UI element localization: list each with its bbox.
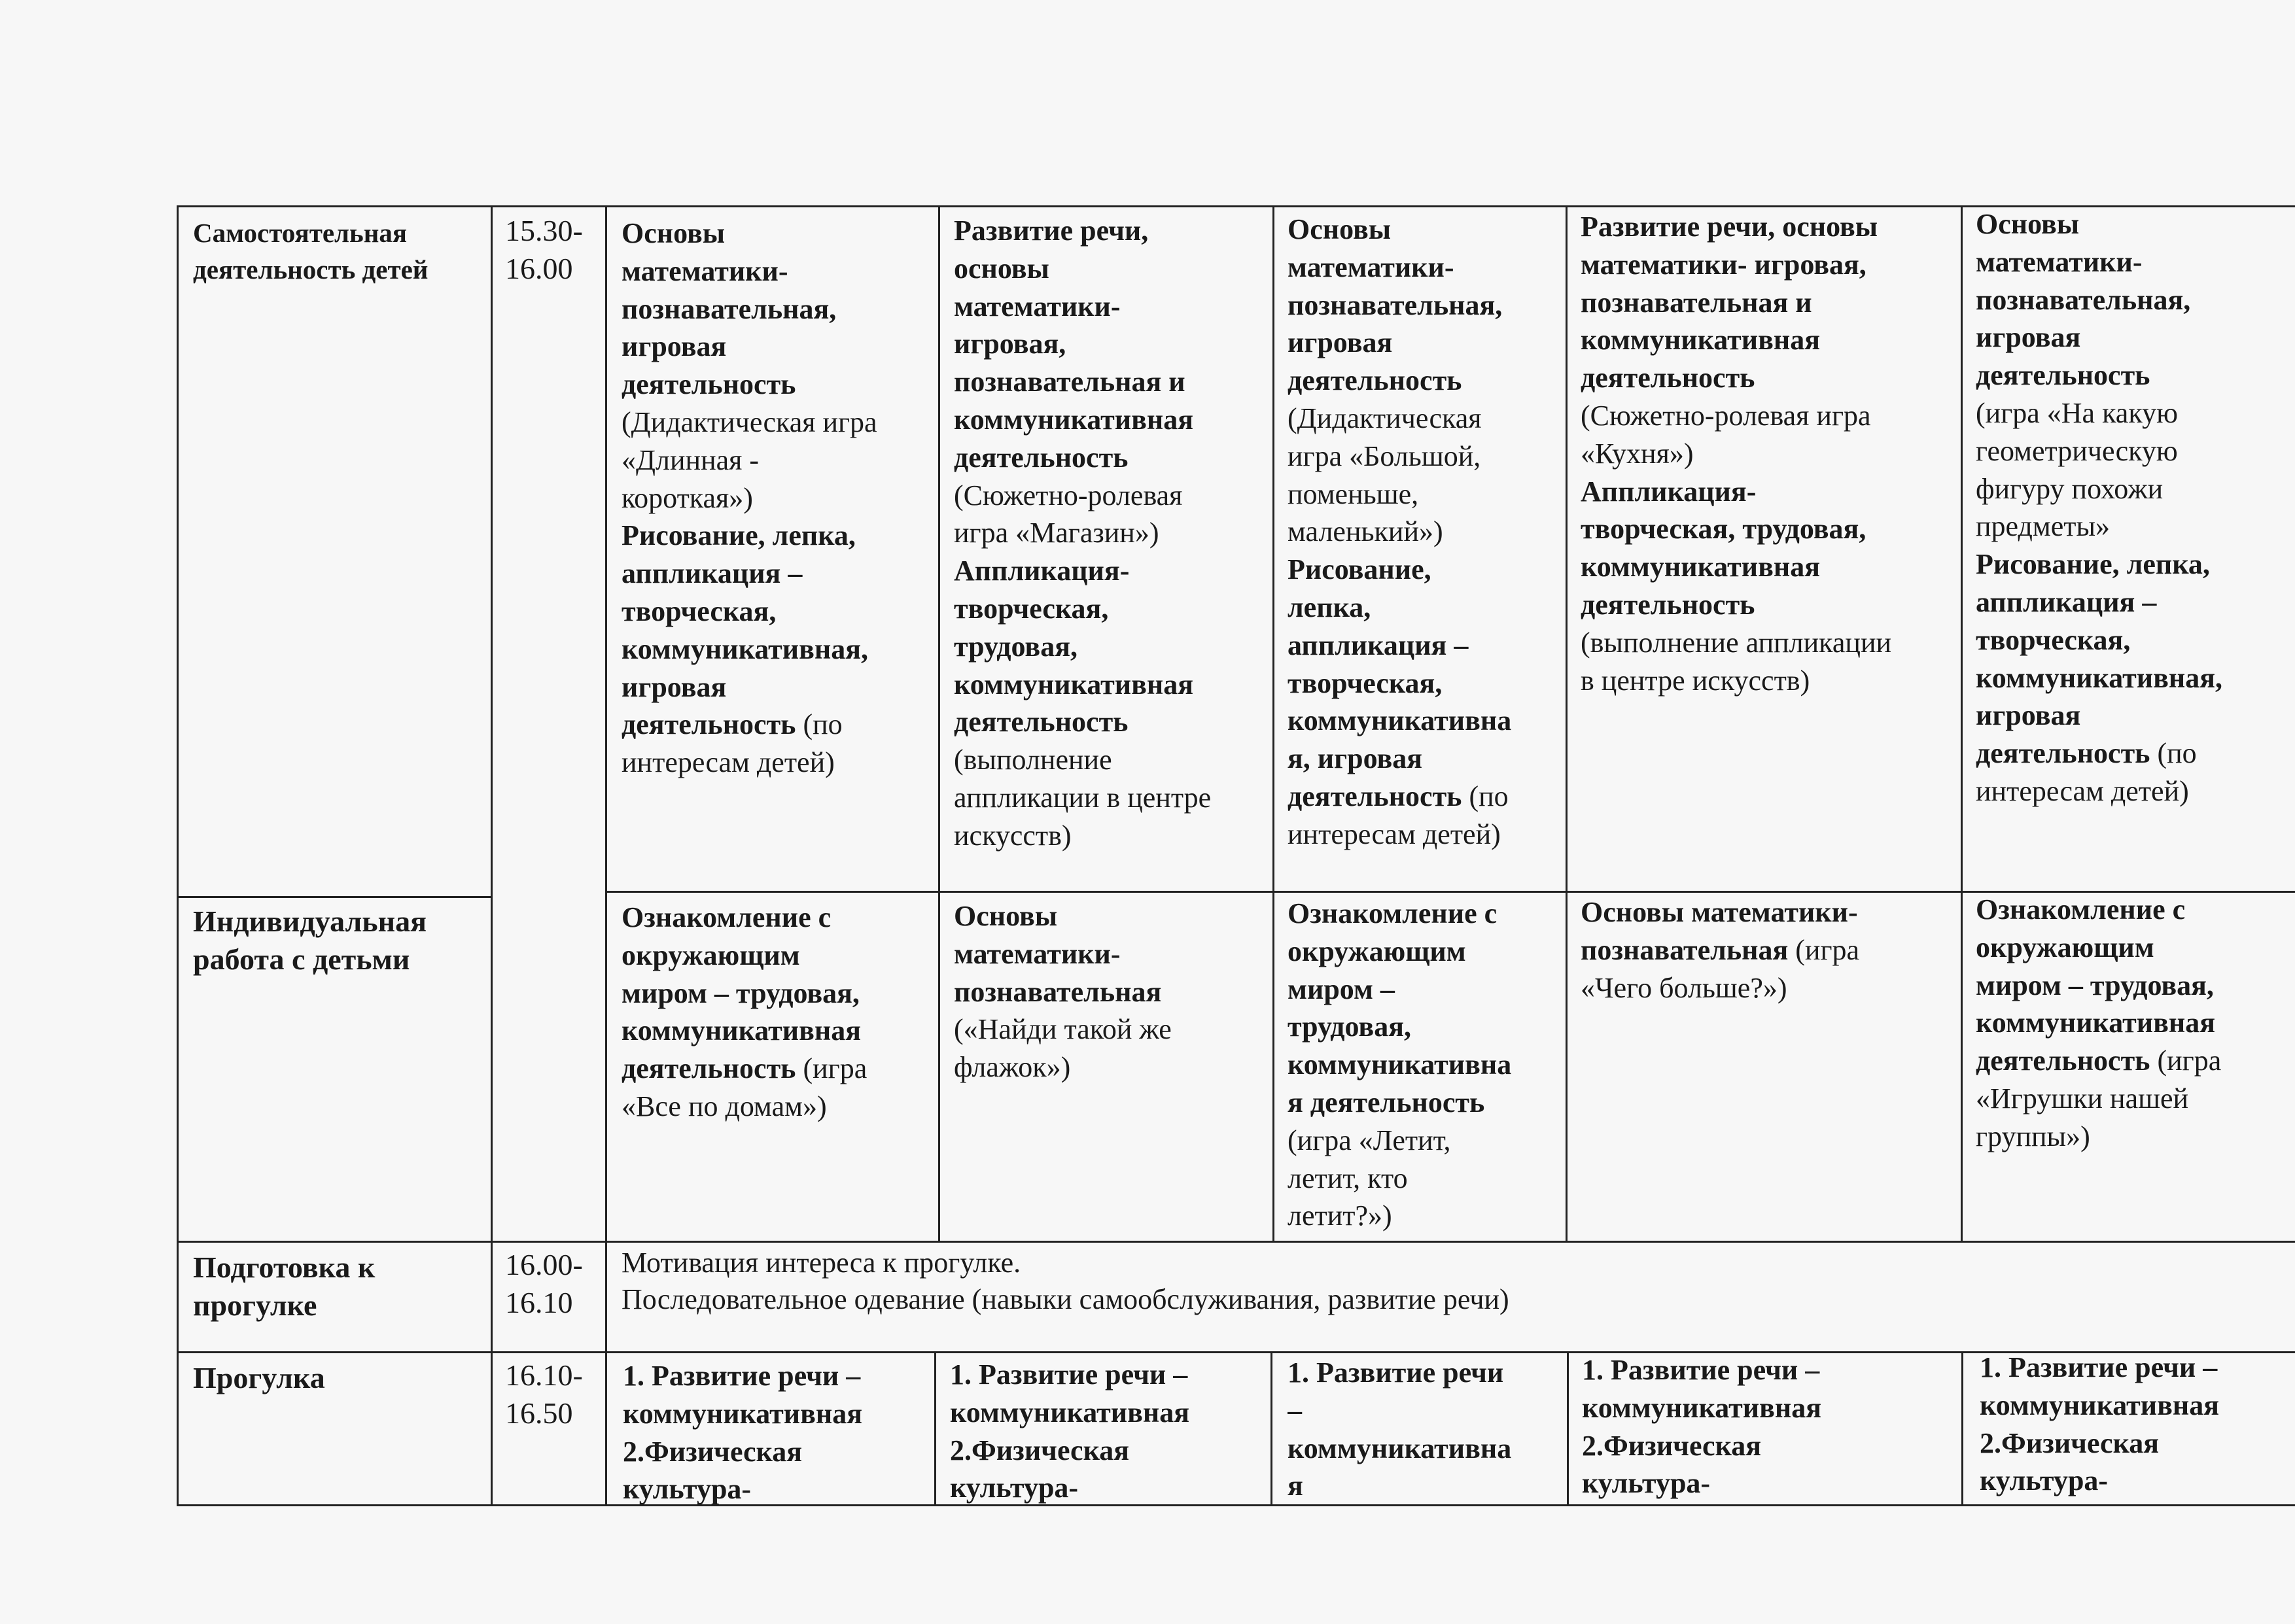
activity-text: аппликации в центре: [954, 781, 1212, 814]
activity-line: [622, 1050, 937, 1088]
activity-line: [954, 477, 1272, 515]
activity-text: математики- игровая,: [1581, 248, 1866, 281]
activity-line: [1581, 969, 1960, 1007]
activity-line: [1976, 508, 2295, 545]
progulka-line: 2.Физическая: [1582, 1429, 1762, 1462]
col-divider-day2-day3-top: [1272, 205, 1274, 1241]
day4-samost-cell: [1581, 208, 1960, 699]
activity-text: творческая,: [1288, 666, 1443, 699]
activity-line: [954, 628, 1272, 666]
activity-line: [622, 1012, 937, 1050]
activity-text: Аппликация-: [1581, 475, 1757, 508]
activity-line: [622, 555, 937, 593]
activity-line: [622, 899, 937, 937]
activity-line: [1288, 778, 1566, 816]
activity-text: (игра «Летит,: [1288, 1124, 1451, 1156]
activity-text: Ознакомление с: [1976, 893, 2186, 925]
activity-line: [1976, 891, 2295, 929]
activity-line: [1976, 470, 2295, 508]
activity-text: лепка,: [1288, 591, 1371, 623]
activity-text: я деятельность: [1288, 1086, 1485, 1118]
row-divider-samost-indiv: [177, 896, 491, 898]
day2-indiv-cell: [954, 897, 1272, 1086]
activity-text: коммуникативная: [954, 403, 1194, 436]
activity-text: Рисование, лепка,: [1976, 548, 2210, 581]
day3-samost-cell: [1288, 211, 1566, 854]
activity-text: игровая: [1288, 326, 1393, 359]
activity-line: [1976, 697, 2295, 734]
activity-text: математики-: [954, 937, 1121, 970]
activity-text: коммуникативная: [1581, 551, 1821, 583]
col-divider-day2-day3-bottom: [1270, 1351, 1272, 1506]
activity-line: [954, 590, 1272, 628]
progulka-line: коммуникативная: [623, 1397, 863, 1430]
activity-line: [622, 441, 937, 479]
progulka-line: культура-: [1980, 1464, 2109, 1497]
activity-text: летит?»): [1288, 1200, 1392, 1232]
time-line: 16.10: [505, 1286, 573, 1319]
activity-line: [1288, 1160, 1566, 1198]
activity-text: познавательная,: [1288, 288, 1503, 321]
activity-line: [1976, 432, 2295, 470]
row-label-line: Самостоятельная: [193, 218, 408, 248]
activity-line: [954, 288, 1272, 326]
activity-text: Аппликация-: [954, 555, 1130, 587]
activity-line: [1581, 359, 1960, 397]
progulka-line: коммуникативная: [1980, 1389, 2220, 1421]
activity-line: [954, 1011, 1272, 1048]
row-label-line: работа с детьми: [193, 942, 410, 976]
activity-text: математики-: [1288, 251, 1454, 283]
row-label-line: деятельность детей: [193, 254, 429, 285]
activity-line: [1976, 545, 2295, 583]
col-divider-day1-day2-top: [938, 205, 940, 1241]
activity-line: [1976, 967, 2295, 1005]
activity-text: игровая: [1976, 699, 2081, 732]
activity-text: коммуникативная: [1976, 1007, 2216, 1039]
activity-text: математики-: [622, 254, 788, 287]
activity-text: маленький»): [1288, 515, 1443, 548]
row-divider-podg-progulka: [177, 1351, 2295, 1353]
activity-line: [1288, 1046, 1566, 1084]
day1-indiv-cell: [622, 899, 937, 1126]
day3-progulka-cell: [1288, 1354, 1566, 1504]
activity-text: деятельность: [954, 441, 1129, 474]
activity-text: поменьше,: [1288, 477, 1419, 510]
activity-text: миром – трудовая,: [1976, 969, 2214, 1001]
activity-line: [1976, 205, 2295, 243]
activity-line: [1288, 362, 1566, 400]
activity-line: [1288, 702, 1566, 740]
row-label-podgotovka: [193, 1249, 487, 1324]
col-divider-day4-day5-top: [1961, 205, 1963, 1241]
activity-line: [1976, 1042, 2295, 1080]
activity-text: аппликация –: [1288, 629, 1469, 661]
activity-line: [1288, 816, 1566, 854]
activity-text: флажок»): [954, 1051, 1071, 1084]
activity-text: короткая»): [622, 481, 753, 514]
row-label-line: Индивидуальная: [193, 905, 427, 938]
activity-text: (выполнение: [954, 744, 1112, 776]
activity-text: математики-: [1976, 245, 2143, 278]
activity-line: [1976, 659, 2295, 697]
activity-text: «Длинная -: [622, 443, 760, 476]
activity-text: познавательная,: [622, 292, 837, 325]
activity-line: [1288, 933, 1566, 971]
activity-line: [1976, 1004, 2295, 1042]
activity-text: аппликация –: [1976, 585, 2157, 618]
day1-samost-cell: [622, 215, 937, 782]
activity-text: коммуникативная: [1581, 324, 1821, 356]
activity-text: окружающим: [1288, 935, 1466, 967]
activity-text: группы»): [1976, 1120, 2090, 1152]
activity-line: [1288, 324, 1566, 362]
activity-line: [1288, 589, 1566, 627]
activity-line: [1288, 1122, 1566, 1160]
activity-line: [622, 975, 937, 1012]
activity-text: Ознакомление с: [1288, 897, 1498, 929]
activity-line: [622, 404, 937, 441]
activity-line: [954, 250, 1272, 288]
activity-text: коммуникативная,: [622, 632, 869, 665]
activity-line: [622, 290, 937, 328]
activity-line: [1581, 586, 1960, 624]
activity-line: [1976, 583, 2295, 621]
podgotovka-content: [622, 1245, 2290, 1318]
activity-text: «Чего больше?»): [1581, 971, 1787, 1004]
activity-line: [1288, 895, 1566, 933]
row-label-samostoyatelnaya: [193, 215, 487, 288]
activity-text: деятельность: [1288, 364, 1462, 397]
day4-indiv-cell: [1581, 893, 1960, 1007]
time-line: 15.30-: [505, 214, 583, 247]
activity-text: деятельность: [622, 708, 796, 741]
progulka-line: 1. Развитие речи –: [623, 1360, 861, 1392]
activity-line: [622, 328, 937, 366]
activity-line: [622, 631, 937, 668]
activity-line: [1288, 1084, 1566, 1122]
activity-text: в центре искусств): [1581, 664, 1810, 697]
activity-text: интересам детей): [1288, 818, 1501, 850]
activity-text: коммуникативная: [954, 668, 1194, 700]
activity-line: [1976, 394, 2295, 432]
activity-line: [954, 779, 1272, 817]
activity-line: [954, 514, 1272, 552]
day2-samost-cell: [954, 212, 1272, 855]
activity-line: [622, 366, 937, 404]
activity-text: Развитие речи, основы: [1581, 211, 1878, 243]
progulka-line: 2.Физическая: [1980, 1426, 2160, 1459]
activity-line: [1288, 1008, 1566, 1046]
progulka-line: 1. Развитие речи –: [1980, 1351, 2218, 1383]
col-divider-day4-day5-bottom: [1961, 1351, 1963, 1506]
activity-text: познавательная,: [1976, 283, 2191, 316]
activity-line: [954, 439, 1272, 477]
activity-line: [622, 937, 937, 975]
time-line: 16.00: [505, 252, 573, 285]
activity-text: деятельность: [1581, 362, 1755, 394]
activity-text: интересам детей): [622, 746, 835, 779]
progulka-line: 1. Развитие речи: [1288, 1356, 1504, 1389]
row-label-line: Прогулка: [193, 1361, 325, 1394]
activity-line: [1288, 286, 1566, 324]
activity-line: [622, 1088, 937, 1126]
progulka-line: –: [1288, 1394, 1302, 1426]
activity-line: [1976, 281, 2295, 319]
activity-text: «Игрушки нашей: [1976, 1082, 2189, 1114]
activity-text: деятельность: [1288, 780, 1462, 812]
activity-line: [1976, 319, 2295, 356]
activity-text: интересам детей): [1976, 774, 2189, 807]
activity-text: коммуникативная: [622, 1014, 862, 1047]
activity-line: [1581, 510, 1960, 548]
row-divider-indiv-podg: [177, 1241, 2295, 1243]
activity-line: [1976, 929, 2295, 967]
activity-text: «Все по домам»): [622, 1090, 827, 1122]
col-divider-day3-day4-bottom: [1567, 1351, 1569, 1506]
activity-text: познавательная: [1581, 933, 1789, 966]
row-label-line: Подготовка к: [193, 1251, 376, 1284]
activity-line: [954, 401, 1272, 439]
podgotovka-line: Последовательное одевание (навыки самообслуживания, развитие речи): [622, 1283, 1509, 1315]
activity-line: [954, 897, 1272, 935]
day5-indiv-cell: [1976, 891, 2295, 1156]
activity-text: искусств): [954, 819, 1072, 852]
activity-line: [1581, 548, 1960, 586]
activity-line: [622, 215, 937, 252]
activity-text: аппликация –: [622, 557, 803, 590]
activity-text: фигуру похожи: [1976, 472, 2164, 505]
activity-text: игровая: [622, 670, 727, 703]
podgotovka-line: Мотивация интереса к прогулке.: [622, 1247, 1021, 1279]
activity-line: [1581, 473, 1960, 511]
activity-text: основы: [954, 252, 1049, 285]
activity-text: Ознакомление с: [622, 901, 832, 933]
activity-line: [1581, 321, 1960, 359]
activity-text: Основы математики-: [1581, 896, 1858, 928]
activity-line: [1581, 893, 1960, 931]
time-line: 16.50: [505, 1396, 573, 1430]
row-label-individualnaya: [193, 903, 487, 978]
activity-line: [622, 706, 937, 744]
activity-text: (игра «На какую: [1976, 396, 2178, 429]
activity-text-tail: (по: [796, 708, 843, 741]
activity-line: [1581, 284, 1960, 322]
time-line: 16.10-: [505, 1358, 583, 1392]
activity-line: [954, 212, 1272, 250]
progulka-line: коммуникативная: [950, 1396, 1190, 1428]
activity-text: Основы: [1976, 208, 2080, 240]
table-bottom-border: [177, 1504, 2295, 1506]
activity-line: [1976, 772, 2295, 810]
activity-line: [1581, 931, 1960, 969]
activity-text: (Сюжетно-ролевая: [954, 479, 1183, 511]
activity-line: [622, 668, 937, 706]
table-left-border: [177, 205, 179, 1506]
activity-text: деятельность: [1581, 588, 1755, 621]
progulka-line: я: [1288, 1470, 1303, 1502]
progulka-line: 2.Физическая: [623, 1435, 803, 1468]
activity-line: [1288, 400, 1566, 438]
activity-text-tail: (игра: [796, 1052, 867, 1085]
activity-text: деятельность: [954, 706, 1129, 738]
col-divider-day3-day4-top: [1566, 205, 1568, 1241]
activity-text: творческая,: [622, 595, 777, 627]
activity-text-tail: (по: [2150, 737, 2197, 770]
activity-text: «Кухня»): [1581, 437, 1694, 470]
activity-line: [622, 517, 937, 555]
activity-text: коммуникативна: [1288, 1048, 1512, 1081]
activity-text: миром –: [1288, 973, 1395, 1005]
activity-line: [1976, 734, 2295, 772]
activity-line: [1288, 249, 1566, 286]
activity-text: творческая,: [954, 592, 1109, 625]
activity-text: геометрическую: [1976, 434, 2178, 467]
activity-line: [1288, 551, 1566, 589]
activity-line: [1976, 243, 2295, 281]
activity-line: [954, 363, 1272, 401]
progulka-line: культура-: [950, 1472, 1079, 1504]
time-progulka: [505, 1356, 603, 1432]
time-samostoyatelnaya: [505, 212, 603, 288]
activity-text: творческая,: [1976, 623, 2131, 656]
progulka-line: культура-: [623, 1473, 752, 1504]
activity-line: [1976, 356, 2295, 394]
activity-text: деятельность: [1976, 737, 2150, 770]
activity-text: окружающим: [622, 939, 800, 971]
activity-line: [1288, 665, 1566, 702]
activity-line: [954, 1048, 1272, 1086]
activity-line: [1581, 246, 1960, 284]
activity-text: Основы: [622, 217, 726, 249]
day1-progulka-cell: [623, 1357, 934, 1504]
activity-text: миром – трудовая,: [622, 976, 860, 1009]
activity-line: [1288, 740, 1566, 778]
col-divider-label-time: [491, 205, 493, 1506]
activity-line: [1288, 1197, 1566, 1235]
activity-line: [1976, 1118, 2295, 1156]
activity-text: деятельность: [1976, 359, 2150, 392]
activity-line: [1288, 513, 1566, 551]
activity-text: Основы: [1288, 213, 1392, 245]
activity-text: предметы»: [1976, 510, 2111, 543]
activity-text: трудовая,: [954, 630, 1077, 663]
activity-text: (выполнение аппликации: [1581, 626, 1892, 659]
activity-text: деятельность: [622, 368, 796, 401]
activity-text: деятельность: [622, 1052, 796, 1085]
activity-line: [954, 703, 1272, 741]
day5-samost-cell: [1976, 205, 2295, 810]
activity-line: [954, 973, 1272, 1011]
progulka-line: культура-: [1582, 1467, 1711, 1500]
activity-text: творческая, трудовая,: [1581, 513, 1866, 545]
activity-line: [954, 817, 1272, 855]
activity-text: («Найди такой же: [954, 1013, 1172, 1046]
activity-line: [622, 593, 937, 631]
activity-text: математики-: [954, 290, 1121, 322]
activity-line: [954, 325, 1272, 363]
col-divider-time-day1: [605, 205, 607, 1506]
day4-progulka-cell: [1582, 1351, 1960, 1504]
activity-text: окружающим: [1976, 931, 2154, 963]
activity-text: игра «Большой,: [1288, 440, 1481, 472]
activity-line: [1288, 438, 1566, 475]
activity-line: [1581, 662, 1960, 700]
day2-progulka-cell: [950, 1356, 1269, 1504]
activity-text: познавательная и: [954, 366, 1185, 398]
activity-line: [1976, 1080, 2295, 1118]
progulka-line: 1. Развитие речи –: [1582, 1354, 1820, 1386]
progulka-line: 1. Развитие речи –: [950, 1358, 1188, 1391]
activity-text: игровая: [622, 330, 727, 363]
activity-line: [1288, 475, 1566, 513]
activity-text: игровая: [1976, 321, 2081, 354]
activity-line: [622, 744, 937, 782]
activity-line: [954, 666, 1272, 704]
activity-text: коммуникативна: [1288, 704, 1512, 737]
activity-line: [1581, 208, 1960, 246]
activity-line: [1976, 621, 2295, 659]
row-label-progulka: [193, 1359, 487, 1397]
day3-indiv-cell: [1288, 895, 1566, 1235]
activity-line: [1288, 211, 1566, 249]
time-podgotovka: [505, 1246, 603, 1322]
activity-line: [1581, 435, 1960, 473]
activity-text: Основы: [954, 900, 1058, 932]
activity-text: я, игровая: [1288, 742, 1423, 775]
activity-text: коммуникативная,: [1976, 661, 2223, 694]
activity-text: Рисование, лепка,: [622, 519, 856, 552]
activity-text: Рисование,: [1288, 553, 1431, 586]
activity-line: [1581, 624, 1960, 662]
activity-line: [954, 741, 1272, 779]
activity-text: игра «Магазин»): [954, 517, 1159, 549]
activity-text: (Сюжетно-ролевая игра: [1581, 399, 1871, 432]
time-line: 16.00-: [505, 1248, 583, 1281]
progulka-line: коммуникативна: [1288, 1432, 1512, 1464]
activity-text: (Дидактическая: [1288, 402, 1482, 434]
day5-progulka-cell: [1980, 1349, 2295, 1504]
activity-text-tail: (игра: [2150, 1045, 2222, 1077]
activity-text: познавательная: [954, 975, 1162, 1008]
activity-text: (Дидактическая игра: [622, 406, 877, 438]
progulka-line: 2.Физическая: [950, 1434, 1130, 1466]
activity-text: Развитие речи,: [954, 215, 1149, 247]
activity-line: [622, 252, 937, 290]
activity-line: [1288, 971, 1566, 1009]
row-label-line: прогулке: [193, 1288, 317, 1322]
activity-line: [1288, 627, 1566, 665]
progulka-line: коммуникативная: [1582, 1391, 1822, 1424]
activity-line: [622, 479, 937, 517]
activity-text: деятельность: [1976, 1045, 2150, 1077]
activity-line: [954, 552, 1272, 590]
activity-line: [954, 935, 1272, 973]
activity-text: познавательная и: [1581, 286, 1812, 319]
activity-text: игровая,: [954, 328, 1066, 360]
activity-text: летит, кто: [1288, 1162, 1408, 1194]
activity-text-tail: (игра: [1788, 933, 1860, 966]
activity-line: [1581, 397, 1960, 435]
activity-text-tail: (по: [1462, 780, 1509, 812]
col-divider-day1-day2-bottom: [934, 1351, 936, 1506]
activity-text: трудовая,: [1288, 1011, 1411, 1043]
